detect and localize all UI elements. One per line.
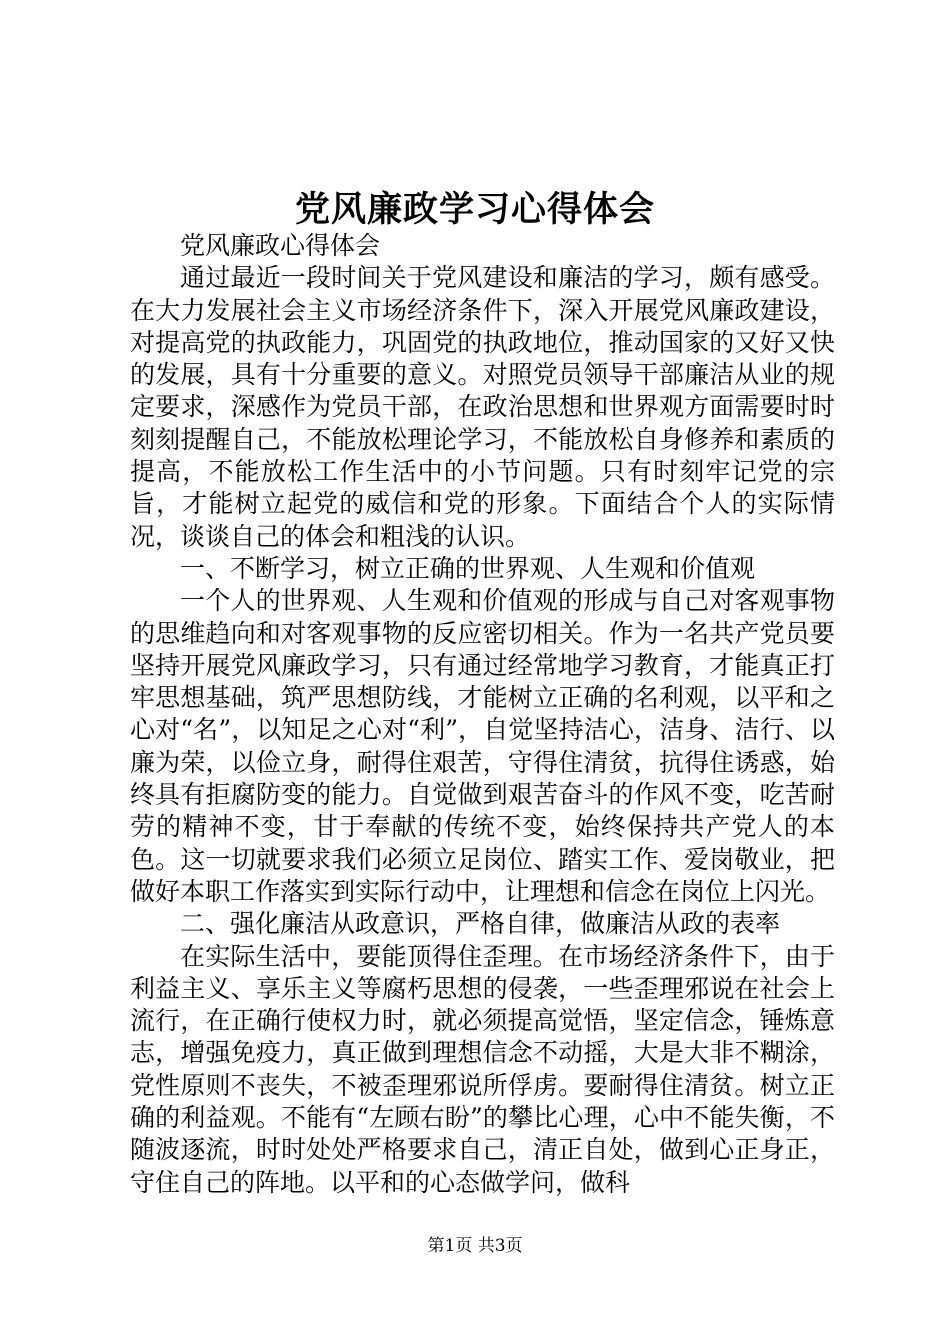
paragraph-subtitle: 党风廉政心得体会: [180, 231, 381, 260]
paragraph-section-1: 一个人的世界观、人生观和价值观的形成与自己对客观事物的思维趋向和对客观事物的反应密切相关。作为一名共产党员要坚持开展党风廉政学习，只有通过经常地学习教育，才能真正打牢思想基础，筑严思想防线，才能树立正确的名利观，以平和之心对“名”，以知足之心对“利”，自觉坚持洁心，洁身、洁行、以廉为荣，以俭立身，耐得住艰苦，守得住清贫，抗得住诱惑，始终具有拒腐防变的能力。自觉做到艰苦奋斗的作风不变，吃苦耐劳的精神不变，甘于奉献的传统不变，始终保持共产党人的本色。这一切就要求我们必须立足岗位、踏实工作、爱岗敬业，把做好本职工作落实到实际行动中，让理想和信念在岗位上闪光。: [130, 586, 835, 906]
section-heading-1: 一、不断学习，树立正确的世界观、人生观和价值观: [180, 553, 756, 583]
paragraph-intro: 通过最近一段时间关于党风建设和廉洁的学习，颇有感受。在大力发展社会主义市场经济条件下，深入开展党风廉政建设，对提高党的执政能力，巩固党的执政地位，推动国家的又好又快的发展，具有十分重要的意义。对照党员领导干部廉洁从业的规定要求，深感作为党员干部，在政治思想和世界观方面需要时时刻刻提醒自己，不能放松理论学习，不能放松自身修养和素质的提高，不能放松工作生活中的小节问题。只有时刻牢记党的宗旨，才能树立起党的威信和党的形象。下面结合个人的实际情况，谈谈自己的体会和粗浅的认识。: [130, 263, 835, 551]
paragraph-section-2: 在实际生活中，要能顶得住歪理。在市场经济条件下，由于利益主义、享乐主义等腐朽思想的侵袭，一些歪理邪说在社会上流行，在正确行使权力时，就必须提高觉悟，坚定信念，锤炼意志，增强免疫力，真正做到理想信念不动摇，大是大非不糊涂，党性原则不丧失，不被歪理邪说所俘虏。要耐得住清贫。树立正确的利益观。不能有“左顾右盼”的攀比心理，心中不能失衡，不随波逐流，时时处处严格要求自己，清正自处，做到心正身正，守住自己的阵地。以平和的心态做学问，做科: [130, 941, 835, 1197]
section-heading-2: 二、强化廉洁从政意识，严格自律，做廉洁从政的表率: [180, 909, 781, 939]
document-body: [130, 230, 835, 1199]
page-footer: [0, 1234, 950, 1258]
document-title: 党风廉政学习心得体会: [294, 189, 655, 230]
page-number: 第1页 共3页: [427, 1236, 523, 1256]
